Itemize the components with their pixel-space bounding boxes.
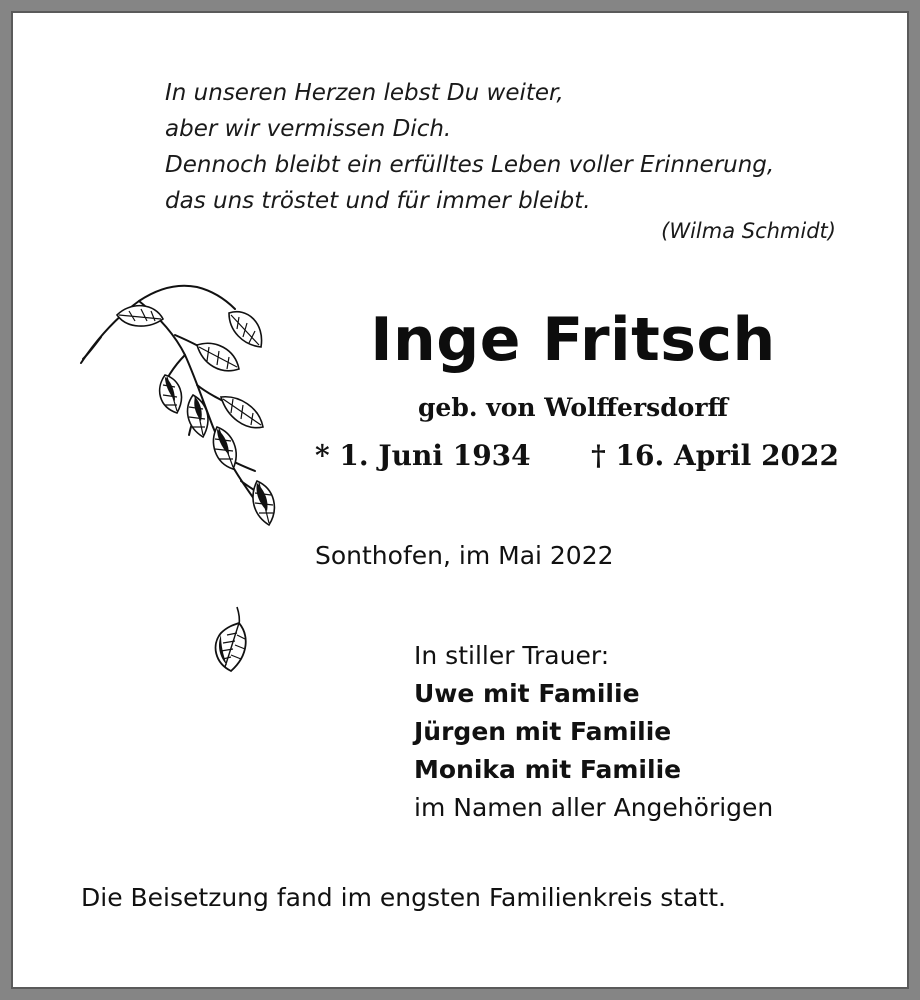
quote-author: (Wilma Schmidt): [661, 219, 836, 243]
birth-name: geb. von Wolffersdorff: [417, 393, 729, 422]
mourners-block: [414, 637, 773, 827]
memorial-quote: [165, 75, 845, 219]
mourner-family: Jürgen mit Familie: [414, 717, 672, 746]
quote-line: In unseren Herzen lebst Du weiter,: [165, 80, 564, 106]
quote-line: das uns tröstet und für immer bleibt.: [165, 188, 591, 214]
burial-notice: Die Beisetzung fand im engsten Familienkreis statt.: [81, 883, 726, 912]
mourner-family: Uwe mit Familie: [414, 679, 640, 708]
deceased-name: Inge Fritsch: [370, 305, 776, 375]
birch-branch-icon: [79, 267, 279, 527]
death-date: † 16. April 2022: [591, 439, 839, 472]
mourning-intro: In stiller Trauer:: [414, 641, 610, 670]
falling-leaf-icon: [207, 605, 251, 677]
birth-date: * 1. Juni 1934: [315, 439, 531, 472]
mourner-family: Monika mit Familie: [414, 755, 682, 784]
place-and-date: Sonthofen, im Mai 2022: [315, 541, 614, 570]
quote-line: Dennoch bleibt ein erfülltes Leben voller Erinnerung,: [165, 152, 775, 178]
mourning-closing: im Namen aller Angehörigen: [414, 793, 774, 822]
quote-line: aber wir vermissen Dich.: [165, 116, 452, 142]
obituary-card: [11, 11, 909, 989]
